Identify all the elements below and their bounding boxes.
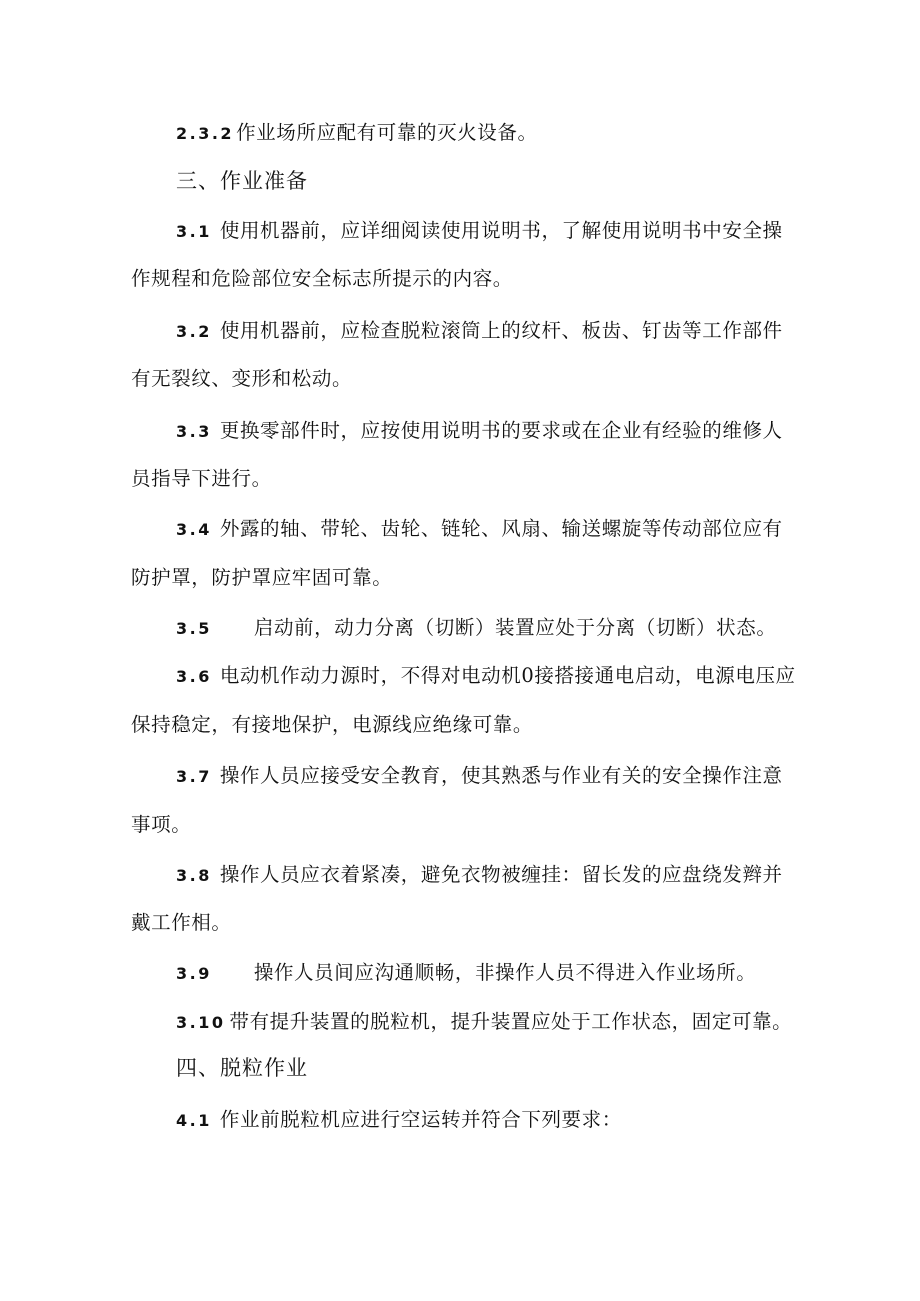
clause-number: 3.4 (176, 520, 212, 539)
paragraph-3-5 (176, 615, 776, 642)
clause-number: 3.1 (176, 222, 212, 241)
paragraph-4-1 (176, 1107, 622, 1134)
clause-text: 带有提升装置的脱粒机，提升装置应处于工作状态，固定可靠。 (229, 1010, 793, 1033)
clause-text: 启动前，动力分离（切断）装置应处于分离（切断）状态。 (253, 616, 777, 639)
paragraph-3-8 (176, 862, 783, 889)
paragraph-3-3-continuation: 员指导下进行。 (131, 467, 272, 490)
paragraph-3-8-continuation: 戴工作相。 (131, 911, 232, 934)
clause-number: 2.3.2 (176, 124, 235, 143)
paragraph-3-10 (176, 1009, 792, 1036)
section-heading-3: 三、作业准备 (176, 169, 308, 193)
clause-number: 4.1 (176, 1111, 212, 1130)
paragraph-3-2-continuation: 有无裂纹、变形和松动。 (131, 367, 353, 390)
paragraph-3-6 (176, 663, 796, 690)
clause-text: 操作人员应接受安全教育，使其熟悉与作业有关的安全操作注意 (219, 764, 783, 787)
clause-text: 外露的轴、带轮、齿轮、链轮、风扇、输送螺旋等传动部位应有 (219, 517, 783, 540)
clause-number: 3.8 (176, 866, 212, 885)
clause-number: 3.2 (176, 322, 212, 341)
paragraph-3-4 (176, 516, 783, 543)
paragraph-3-9 (176, 960, 756, 987)
clause-text: 操作人员间应沟通顺畅，非操作人员不得进入作业场所。 (253, 961, 757, 984)
clause-text: 作业前脱粒机应进行空运转并符合下列要求： (219, 1108, 622, 1131)
clause-text: 使用机器前，应详细阅读使用说明书，了解使用说明书中安全操 (219, 219, 783, 242)
paragraph-3-7 (176, 763, 783, 790)
paragraph-3-7-continuation: 事项。 (131, 813, 192, 836)
clause-text: 作业场所应配有可靠的灭火设备。 (236, 121, 538, 144)
paragraph-3-1 (176, 218, 783, 245)
clause-number: 3.3 (176, 422, 212, 441)
clause-number: 3.6 (176, 667, 212, 686)
paragraph-3-1-continuation: 作规程和危险部位安全标志所提示的内容。 (131, 267, 513, 290)
clause-text: 操作人员应衣着紧凑，避免衣物被缠挂：留长发的应盘绕发辫并 (219, 863, 783, 886)
clause-text: 更换零部件时，应按使用说明书的要求或在企业有经验的维修人 (219, 419, 783, 442)
clause-text: 使用机器前，应检查脱粒滚筒上的纹杆、板齿、钉齿等工作部件 (219, 319, 783, 342)
clause-number: 3.7 (176, 767, 212, 786)
clause-number: 3.9 (176, 964, 212, 983)
paragraph-2-3-2 (176, 120, 538, 147)
paragraph-3-6-continuation: 保持稳定，有接地保护，电源线应绝缘可靠。 (131, 713, 534, 736)
clause-number: 3.10 (176, 1013, 226, 1032)
clause-number: 3.5 (176, 619, 212, 638)
paragraph-3-2 (176, 318, 783, 345)
clause-text: 电动机作动力源时，不得对电动机0接搭接通电启动，电源电压应 (219, 664, 796, 687)
paragraph-3-4-continuation: 防护罩，防护罩应牢固可靠。 (131, 566, 393, 589)
paragraph-3-3 (176, 418, 783, 445)
section-heading-4: 四、脱粒作业 (176, 1056, 308, 1080)
